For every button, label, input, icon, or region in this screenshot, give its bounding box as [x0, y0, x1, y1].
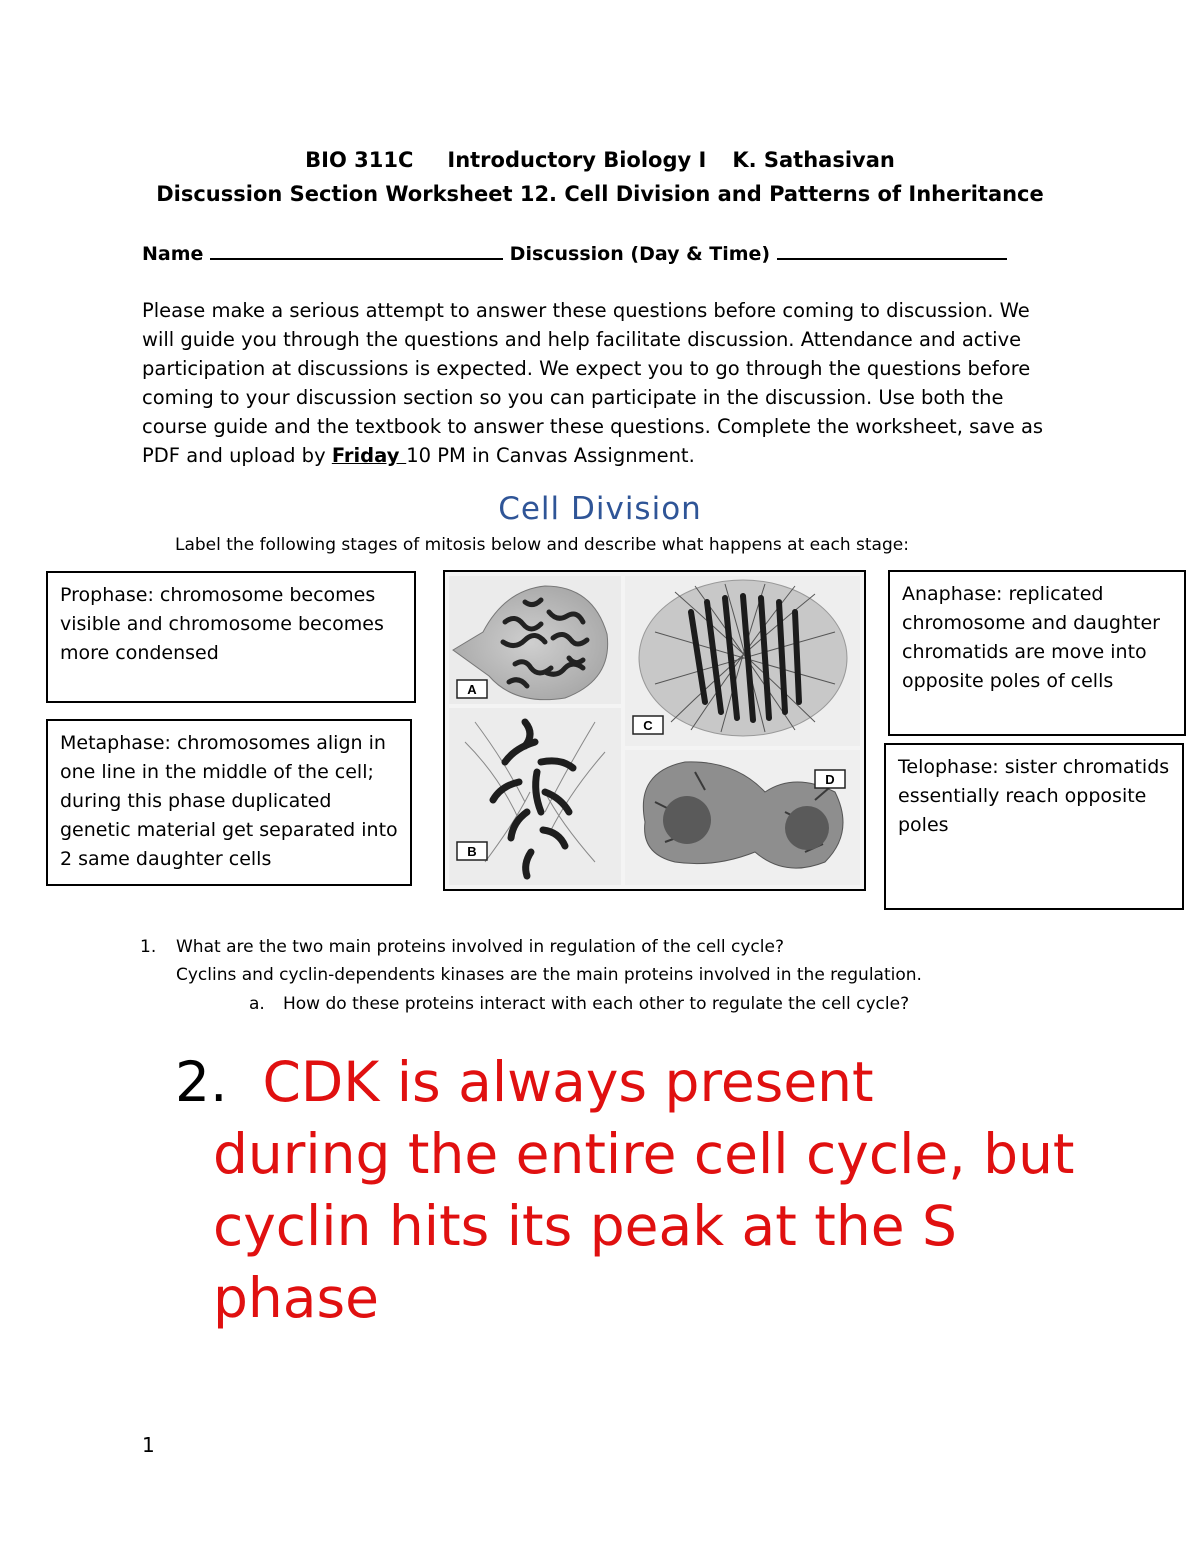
name-label: Name — [142, 243, 204, 265]
label-instruction: Label the following stages of mitosis below and describe what happens at each stage: — [175, 535, 909, 555]
micrograph-c-letter: C — [643, 718, 653, 733]
question-1a-text: How do these proteins interact with each other to regulate the cell cycle? — [283, 994, 910, 1014]
instructions-text: Please make a serious attempt to answer these questions before coming to discussion. We will guide you through the questions and help facilitate discussion. Attendance and active participation at discussions is expected. We expect you to go through the questions before coming to your discussion section so you can participate in the discussion. Use both the course guide and the textbook to answer these questions. Complete the worksheet, save as PDF and upload by — [142, 299, 1044, 467]
instructor-name: K. Sathasivan — [732, 148, 895, 172]
micrograph-a-letter: A — [467, 682, 477, 697]
answer-2[interactable] — [175, 1046, 1095, 1334]
micrograph-b-letter: B — [467, 844, 477, 859]
answer-2-line1: CDK is always present — [262, 1050, 874, 1114]
worksheet-title: Discussion Section Worksheet 12. Cell Division and Patterns of Inheritance — [156, 182, 1044, 206]
micrograph-c-label — [633, 716, 663, 734]
deadline-day: Friday — [331, 444, 407, 467]
metaphase-answer-box[interactable]: Metaphase: chromosomes align in one line in the middle of the cell; during this phase duplicated genetic material get separated into 2 same daughter cells — [46, 719, 412, 886]
name-field[interactable] — [210, 240, 503, 260]
prophase-answer-box[interactable]: Prophase: chromosome becomes visible and chromosome becomes more condensed — [46, 571, 416, 703]
page-number: 1 — [142, 1433, 155, 1457]
micrograph-b-label — [457, 842, 487, 860]
telophase-answer-box[interactable]: Telophase: sister chromatids essentially reach opposite poles — [884, 743, 1184, 910]
course-header — [0, 147, 1200, 173]
answer-2-number: 2. — [175, 1050, 228, 1114]
micrograph-d-label — [815, 770, 845, 788]
answer-2-rest: during the entire cell cycle, but cyclin hits its peak at the S phase — [213, 1122, 1075, 1330]
instructions-text-end: 10 PM in Canvas Assignment. — [406, 444, 695, 467]
question-1-answer[interactable]: Cyclins and cyclin-dependents kinases are the main proteins involved in the regulation. — [176, 965, 922, 985]
course-code: BIO 311C — [305, 148, 414, 172]
instructions-paragraph — [142, 296, 1062, 470]
anaphase-answer-box[interactable]: Anaphase: replicated chromosome and daughter chromatids are move into opposite poles of cells — [888, 570, 1186, 736]
discussion-field[interactable] — [777, 240, 1007, 260]
micrograph-d-letter: D — [825, 772, 835, 787]
name-discussion-line — [142, 240, 1007, 267]
course-name: Introductory Biology I — [447, 148, 707, 172]
section-heading: Cell Division — [498, 491, 702, 527]
micrograph-a-label — [457, 680, 487, 698]
question-1-text: What are the two main proteins involved in regulation of the cell cycle? — [176, 937, 784, 957]
discussion-label: Discussion (Day & Time) — [509, 243, 771, 265]
question-1a-letter: a. — [249, 994, 265, 1014]
question-1-number: 1. — [140, 937, 157, 957]
mitosis-micrographs — [443, 570, 866, 891]
